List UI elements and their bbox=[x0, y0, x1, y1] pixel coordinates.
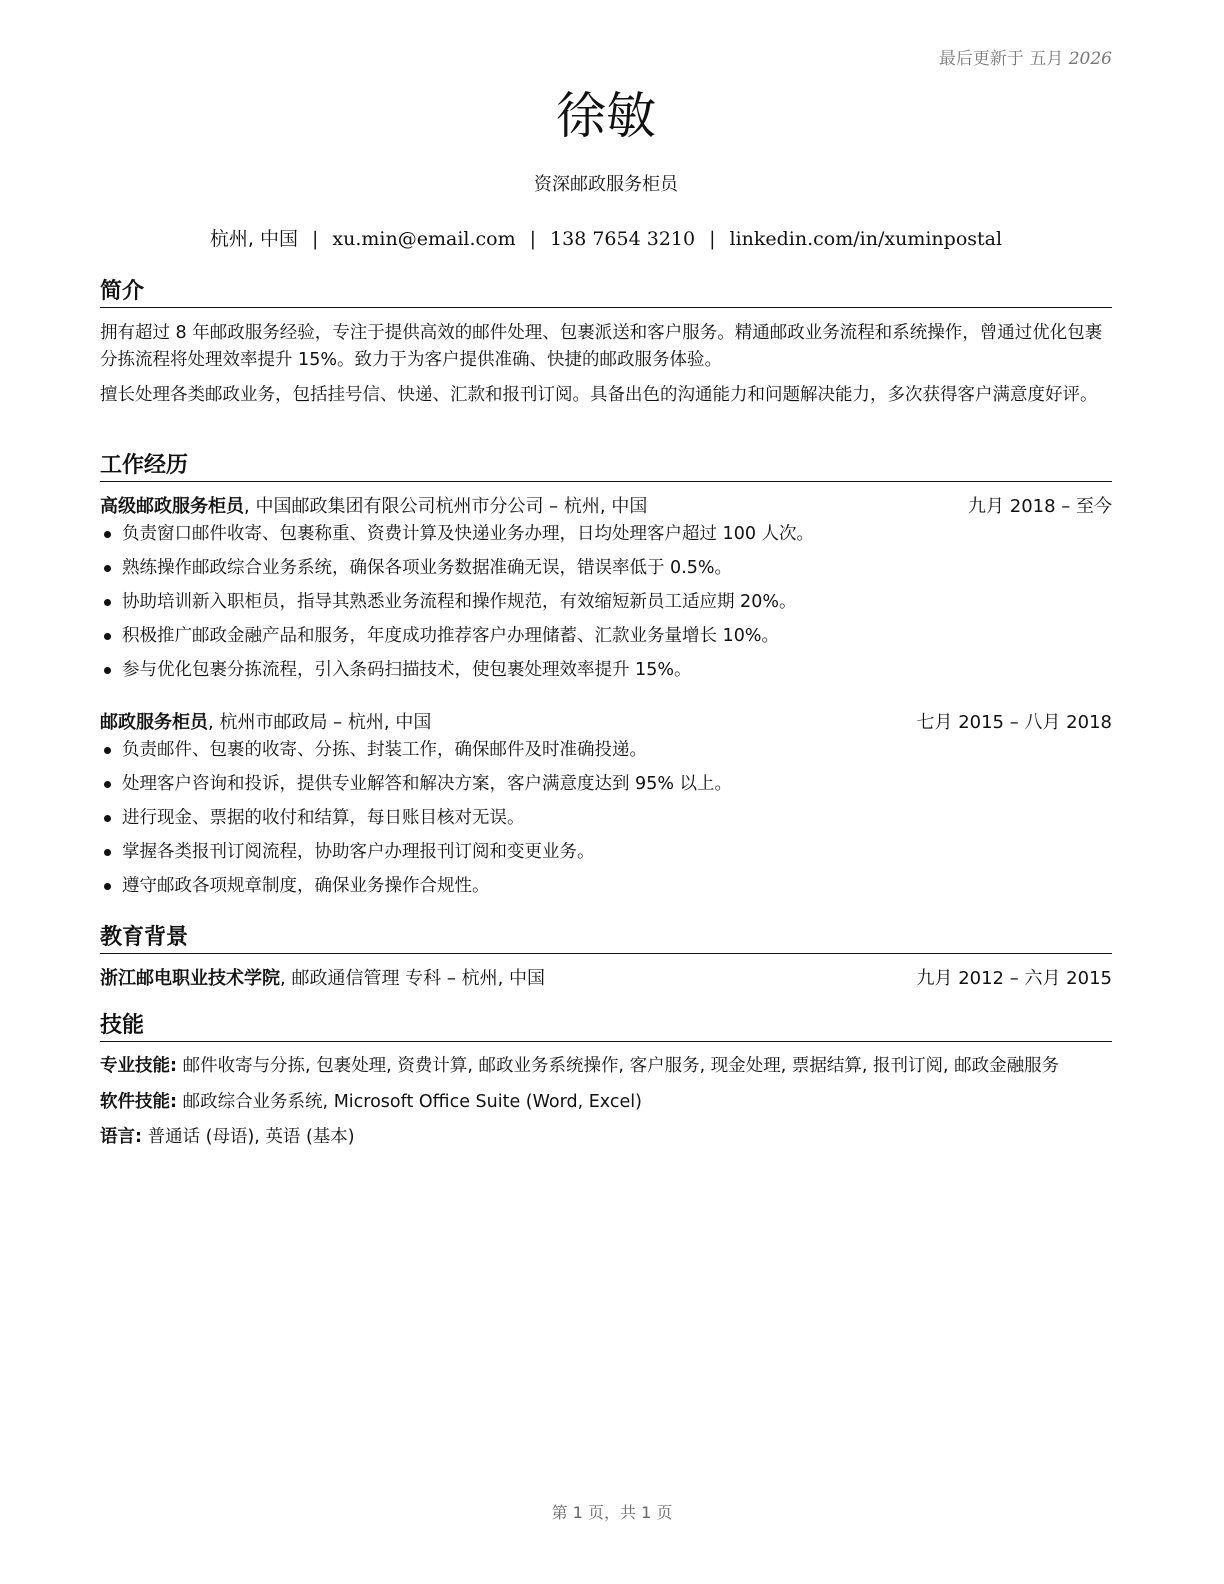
job-entry bbox=[100, 710, 1112, 903]
education-school: 浙江邮电职业技术学院 bbox=[100, 968, 280, 989]
job-date: 九月 2018 – 至今 bbox=[968, 496, 1112, 517]
contact-separator: | bbox=[709, 228, 716, 250]
skill-line bbox=[100, 1054, 1112, 1079]
job-bullet: 积极推广邮政金融产品和服务，年度成功推荐客户办理储蓄、汇款业务量增长 10%。 bbox=[100, 619, 1112, 653]
skill-label: 软件技能: bbox=[100, 1092, 177, 1112]
job-role: 高级邮政服务柜员 bbox=[100, 496, 244, 517]
education-entry bbox=[100, 966, 1112, 992]
skill-value: 邮政综合业务系统, Microsoft Office Suite (Word, Excel) bbox=[177, 1092, 642, 1112]
job-role: 邮政服务柜员 bbox=[100, 712, 208, 733]
page-footer: 第 1 页，共 1 页 bbox=[551, 1503, 673, 1522]
job-org: , 杭州市邮政局 – 杭州, 中国 bbox=[208, 712, 432, 733]
summary-paragraph: 拥有超过 8 年邮政服务经验，专注于提供高效的邮件处理、包裹派送和客户服务。精通邮政业务流程和系统操作，曾通过优化包裹分拣流程将处理效率提升 15%。致力于为客户提供准确、快捷的邮政服务体验。 bbox=[100, 323, 1103, 370]
job-title: 资深邮政服务柜员 bbox=[534, 174, 678, 195]
contact-separator: | bbox=[312, 228, 319, 250]
skill-label: 专业技能: bbox=[100, 1056, 177, 1076]
skill-line bbox=[100, 1125, 1112, 1150]
contact-phone: 138 7654 3210 bbox=[550, 228, 696, 250]
last-updated-year: 2026 bbox=[1068, 49, 1112, 69]
contact-line bbox=[100, 224, 1112, 251]
job-bullet: 负责窗口邮件收寄、包裹称重、资费计算及快递业务办理，日均处理客户超过 100 人次。 bbox=[100, 517, 1112, 551]
skill-label: 语言: bbox=[100, 1127, 142, 1147]
job-bullet: 处理客户咨询和投诉，提供专业解答和解决方案，客户满意度达到 95% 以上。 bbox=[100, 767, 1112, 801]
job-bullet: 熟练操作邮政综合业务系统，确保各项业务数据准确无误，错误率低于 0.5%。 bbox=[100, 551, 1112, 585]
contact-separator: | bbox=[529, 228, 537, 250]
job-org: , 中国邮政集团有限公司杭州市分公司 – 杭州, 中国 bbox=[244, 496, 648, 517]
job-bullets bbox=[100, 733, 1112, 903]
job-date: 七月 2015 – 八月 2018 bbox=[916, 712, 1112, 733]
job-entry bbox=[100, 494, 1112, 687]
skills-heading: 技能 bbox=[100, 1012, 1112, 1042]
education-section bbox=[100, 924, 1112, 992]
job-bullet: 负责邮件、包裹的收寄、分拣、封装工作，确保邮件及时准确投递。 bbox=[100, 733, 1112, 767]
job-bullet: 参与优化包裹分拣流程，引入条码扫描技术，使包裹处理效率提升 15%。 bbox=[100, 653, 1112, 687]
education-detail: , 邮政通信管理 专科 – 杭州, 中国 bbox=[280, 968, 546, 989]
contact-location: 杭州, 中国 bbox=[209, 228, 299, 250]
contact-email[interactable]: xu.min@email.com bbox=[332, 228, 516, 250]
candidate-name: 徐敏 bbox=[556, 87, 656, 145]
experience-section bbox=[100, 452, 1112, 903]
job-bullet: 协助培训新入职柜员，指导其熟悉业务流程和操作规范，有效缩短新员工适应期 20%。 bbox=[100, 585, 1112, 619]
skill-value: 普通话 (母语), 英语 (基本) bbox=[142, 1127, 355, 1147]
education-heading: 教育背景 bbox=[100, 924, 1112, 954]
job-bullet: 遵守邮政各项规章制度，确保业务操作合规性。 bbox=[100, 869, 1112, 903]
last-updated-label: 最后更新于 五月 bbox=[938, 49, 1064, 69]
summary-heading: 简介 bbox=[100, 278, 1112, 308]
education-school-detail bbox=[100, 966, 545, 992]
summary-paragraph: 擅长处理各类邮政业务，包括挂号信、快递、汇款和报刊订阅。具备出色的沟通能力和问题解决能力，多次获得客户满意度好评。 bbox=[100, 385, 1098, 405]
experience-heading: 工作经历 bbox=[100, 452, 1112, 482]
skills-section bbox=[100, 1012, 1112, 1150]
job-bullets bbox=[100, 517, 1112, 687]
job-bullet: 进行现金、票据的收付和结算，每日账目核对无误。 bbox=[100, 801, 1112, 835]
skill-value: 邮件收寄与分拣, 包裹处理, 资费计算, 邮政业务系统操作, 客户服务, 现金处理, 票据结算, 报刊订阅, 邮政金融服务 bbox=[177, 1056, 1060, 1076]
summary-section bbox=[100, 278, 1112, 409]
education-date: 九月 2012 – 六月 2015 bbox=[916, 968, 1112, 989]
job-bullet: 掌握各类报刊订阅流程，协助客户办理报刊订阅和变更业务。 bbox=[100, 835, 1112, 869]
skill-line bbox=[100, 1090, 1112, 1115]
contact-linkedin[interactable]: linkedin.com/in/xuminpostal bbox=[729, 228, 1003, 250]
last-updated bbox=[939, 44, 1112, 69]
